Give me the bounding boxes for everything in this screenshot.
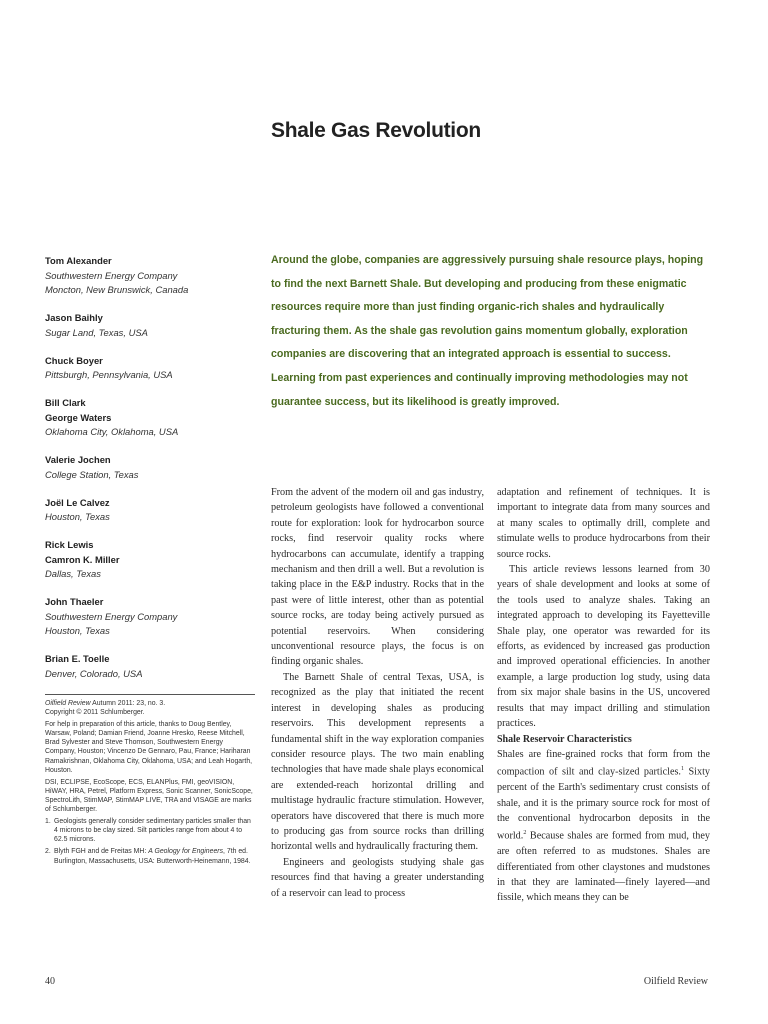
citation-journal: Oilfield Review	[45, 700, 91, 707]
author-affiliation: College Station, Texas	[45, 468, 139, 480]
body-text: Because shales are formed from mud, they are often referred to as mudstones. Shales are differentiated from other claystones and mudstones in that they are laminated—finely layered—and fissile, which means they can be	[497, 830, 710, 904]
author-block	[45, 652, 257, 681]
reference-marker: 2	[523, 830, 527, 837]
author-name: Jason Baihly	[45, 312, 103, 323]
author-affiliation: Dallas, Texas	[45, 568, 101, 579]
acknowledgments: For help in preparation of this article, thanks to Doug Bentley, Warsaw, Poland; Damian Friend, Joanne Hresko, Reese Mitchell, Brad Sylvester and Steve Thomson, Southwestern Energy Company, Houston; Vincenzo De Gennaro, Pau, France; Hariharan Ramakrishnan, Oklahoma City, Oklahoma, USA; and Leah Hogarth, Houston.	[45, 721, 253, 774]
body-text: Sixty percent of the Earth's sedimentary crust consists of shale, and it is the primary source rock for most of the conventional hydrocarbon deposits in the world.	[497, 766, 710, 842]
author-name: Bill Clark	[45, 397, 86, 408]
page-number: 40	[45, 976, 55, 987]
body-paragraph: adaptation and refinement of techniques. It is important to integrate data from many sources and at many scales to optimally drill, complete and stimulate wells to produce hydrocarbons from their source rocks.	[497, 487, 710, 560]
footnote-text	[54, 847, 255, 865]
body-paragraph	[497, 747, 710, 906]
author-name: John Thaeler	[45, 596, 104, 607]
author-name: Chuck Boyer	[45, 354, 103, 366]
citation	[45, 699, 255, 717]
author-affiliation: Southwestern Energy Company	[45, 610, 178, 622]
author-affiliation: Denver, Colorado, USA	[45, 667, 143, 679]
author-block	[45, 354, 257, 383]
author-affiliation: Moncton, New Brunswick, Canada	[45, 284, 189, 295]
author-block	[45, 453, 257, 482]
footnote	[45, 847, 255, 865]
body-paragraph: This article reviews lessons learned from 30 years of shale development and looks at some of the tools used to analyze shales. Taking an integrated approach to developing its Fayetteville Shale play, one operator was rewarded for its efforts, as evidenced by increased gas production and improved operational efficiencies. In another example, a large production log study, using data from six major shale basins in the US, uncovered results that may impact drilling and stimulation practices.	[497, 564, 710, 730]
footnote	[45, 817, 255, 844]
footnote-authors: Blyth FGH and de Freitas MH:	[54, 848, 149, 856]
author-block	[45, 538, 257, 582]
body-text: Shales are fine-grained rocks that form from the compaction of silt and clay-sized particles.	[497, 748, 710, 778]
author-block	[45, 254, 257, 298]
citation-issue: Autumn 2011: 23, no. 3.	[90, 700, 166, 707]
author-name: Tom Alexander	[45, 255, 112, 266]
author-affiliation: Pittsburgh, Pennsylvania, USA	[45, 369, 173, 380]
body-paragraph: The Barnett Shale of central Texas, USA, is recognized as the play that initiated the recent interest in developing shales as producing reservoirs. This development represents a fundamental shift in the way exploration companies consider resource plays. The two main enabling technologies that have made shale plays economical are extended-reach horizontal drilling and multistage hydraulic fracture stimulation. However, operators have discovered that there is much more to producing gas from source rocks than drilling horizontal wells and hydraulically fracturing them.	[271, 671, 484, 853]
article-meta	[45, 694, 255, 869]
author-affiliation: Southwestern Energy Company	[45, 269, 178, 281]
section-heading: Shale Reservoir Characteristics	[497, 733, 632, 745]
author-affiliation: Oklahoma City, Oklahoma, USA	[45, 426, 179, 437]
trademark-notice: DSI, ECLIPSE, EcoScope, ECS, ELANPlus, FMI, geoVISION, HiWAY, HRA, Petrel, Platform Express, Sonic Scanner, SonicScope, SpectroLith, StimMAP, StimMAP LIVE, TRA and VISAGE are marks of Schlumberger.	[45, 778, 253, 814]
journal-name: Oilfield Review	[643, 976, 708, 987]
author-affiliation: Sugar Land, Texas, USA	[45, 326, 148, 338]
body-column-2	[497, 485, 710, 906]
article-title: Shale Gas Revolution	[271, 119, 481, 142]
author-block	[45, 311, 257, 340]
author-name: Rick Lewis	[45, 539, 94, 550]
author-list	[45, 254, 257, 695]
author-name: George Waters	[45, 411, 112, 423]
footnote-publisher: , 7th ed. Burlington, Massachusetts, USA: Butterworth-Heinemann, 1984.	[54, 848, 251, 865]
footnote-number: 2.	[45, 848, 51, 856]
body-paragraph: From the advent of the modern oil and gas industry, petroleum geologists have followed a conventional route for exploration: look for hydrocarbon source rocks, find reservoir quality rocks where hydrocarbons can accumulate, identify a trapping mechanism and then drill a well. But a revolution is taking place in the E&P industry. Rocks that in the past were of little interest, other than as potential source rocks, are today being actively pursued as potential reservoirs. When considering unconventional resource plays, the focus is on finding organic shales.	[271, 487, 484, 668]
reference-marker: 1	[680, 766, 684, 773]
abstract: Around the globe, companies are aggressively pursuing shale resource plays, hoping to find the next Barnett Shale. But developing and producing from these enigmatic resources require more than just finding organic-rich shales and hydraulically fracturing them. As the shale gas revolution gains momentum globally, exploration companies are discovering that an integrated approach is essential to success. Learning from past experiences and continually improving methodologies may not guarantee success, but its likelihood is greatly improved.	[271, 254, 704, 408]
author-name: Joël Le Calvez	[45, 496, 110, 508]
author-block	[45, 595, 257, 639]
author-name: Camron K. Miller	[45, 553, 120, 565]
footnote-text: Geologists generally consider sedimentary particles smaller than 4 microns to be clay sized. Silt particles range from about 4 to 62.5 microns.	[54, 818, 251, 844]
body-paragraph: Engineers and geologists studying shale gas resources find that having a greater understanding of a reservoir can lead to process	[271, 856, 484, 899]
author-name: Valerie Jochen	[45, 454, 111, 465]
footnote-number: 1.	[45, 818, 51, 826]
copyright: Copyright © 2011 Schlumberger.	[45, 709, 145, 717]
author-block	[45, 496, 257, 525]
author-block	[45, 396, 257, 440]
author-affiliation: Houston, Texas	[45, 511, 110, 522]
footnote-book-title: A Geology for Engineers	[148, 848, 224, 856]
body-column-1	[271, 485, 484, 901]
author-name: Brian E. Toelle	[45, 653, 110, 664]
author-affiliation: Houston, Texas	[45, 625, 110, 636]
